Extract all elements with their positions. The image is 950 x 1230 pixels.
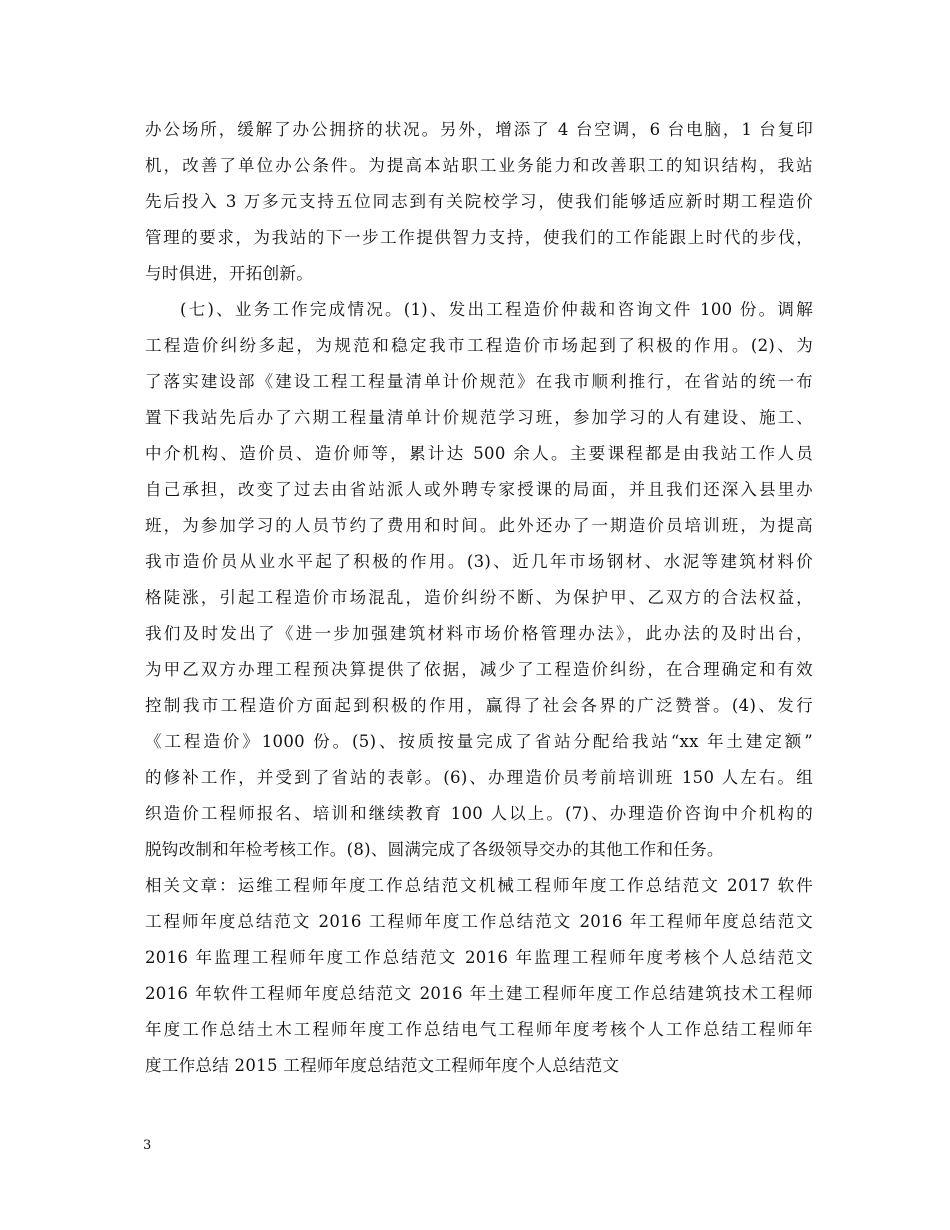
text-line: 我市造价员从业水平起了积极的作用。(3)、近几年市场钢材、水泥等建筑材料价 bbox=[145, 552, 813, 571]
text-line: 格陡涨，引起工程造价市场混乱，造价纠纷不断、为保护甲、乙双方的合法权益， bbox=[145, 588, 813, 607]
text-line: 控制我市工程造价方面起到积极的作用，赢得了社会各界的广泛赞誉。(4)、发行 bbox=[145, 696, 813, 715]
text-line: 的修补工作，并受到了省站的表彰。(6)、办理造价员考前培训班 150 人左右。组 bbox=[145, 768, 813, 787]
related-articles-line: 工程师年度总结范文 2016 工程师年度工作总结范文 2016 年工程师年度总结范文 bbox=[145, 912, 813, 931]
text-line: 脱钩改制和年检考核工作。(8)、圆满完成了各级领导交办的其他工作和任务。 bbox=[145, 840, 724, 859]
text-line: 自己承担，改变了过去由省站派人或外聘专家授课的局面，并且我们还深入县里办 bbox=[145, 480, 813, 499]
text-line: 先后投入 3 万多元支持五位同志到有关院校学习，使我们能够适应新时期工程造价 bbox=[145, 192, 813, 211]
paragraph-business-work bbox=[145, 292, 813, 868]
related-articles-line: 年度工作总结土木工程师年度工作总结电气工程师年度考核个人工作总结工程师年 bbox=[145, 1020, 813, 1039]
text-line: (七)、业务工作完成情况。(1)、发出工程造价仲裁和咨询文件 100 份。调解 bbox=[180, 300, 813, 319]
text-line: 为甲乙双方办理工程预决算提供了依据，减少了工程造价纠纷，在合理确定和有效 bbox=[145, 660, 813, 679]
text-line: 机，改善了单位办公条件。为提高本站职工业务能力和改善职工的知识结构，我站 bbox=[145, 156, 813, 175]
document-page bbox=[145, 112, 813, 1084]
related-articles-line: 2016 年监理工程师年度工作总结范文 2016 年监理工程师年度考核个人总结范文 bbox=[145, 948, 813, 967]
text-line: 中介机构、造价员、造价师等，累计达 500 余人。主要课程都是由我站工作人员 bbox=[145, 444, 813, 463]
text-line: 与时俱进，开拓创新。 bbox=[145, 264, 313, 283]
text-line: 办公场所，缓解了办公拥挤的状况。另外，增添了 4 台空调，6 台电脑，1 台复印 bbox=[145, 120, 813, 139]
related-articles bbox=[145, 868, 813, 1084]
text-line: 织造价工程师报名、培训和继续教育 100 人以上。(7)、办理造价咨询中介机构的 bbox=[145, 804, 813, 823]
related-articles-line: 度工作总结 2015 工程师年度总结范文工程师年度个人总结范文 bbox=[145, 1056, 620, 1075]
text-line: 置下我站先后办了六期工程量清单计价规范学习班，参加学习的人有建设、施工、 bbox=[145, 408, 813, 427]
related-articles-line: 2016 年软件工程师年度总结范文 2016 年土建工程师年度工作总结建筑技术工程师 bbox=[145, 984, 813, 1003]
text-line: 工程造价纠纷多起，为规范和稳定我市工程造价市场起到了积极的作用。(2)、为 bbox=[145, 336, 813, 355]
text-line: 了落实建设部《建设工程工程量清单计价规范》在我市顺利推行，在省站的统一布 bbox=[145, 372, 813, 391]
text-line: 班，为参加学习的人员节约了费用和时间。此外还办了一期造价员培训班，为提高 bbox=[145, 516, 813, 535]
related-articles-line: 相关文章：运维工程师年度工作总结范文机械工程师年度工作总结范文 2017 软件 bbox=[145, 876, 813, 895]
text-line: 《工程造价》1000 份。(5)、按质按量完成了省站分配给我站“xx 年土建定额” bbox=[145, 732, 813, 751]
text-line: 管理的要求，为我站的下一步工作提供智力支持，使我们的工作能跟上时代的步伐， bbox=[145, 228, 813, 247]
paragraph-office-conditions bbox=[145, 112, 813, 292]
page-number: 3 bbox=[143, 1138, 152, 1153]
text-line: 我们及时发出了《进一步加强建筑材料市场价格管理办法》，此办法的及时出台， bbox=[145, 624, 813, 643]
